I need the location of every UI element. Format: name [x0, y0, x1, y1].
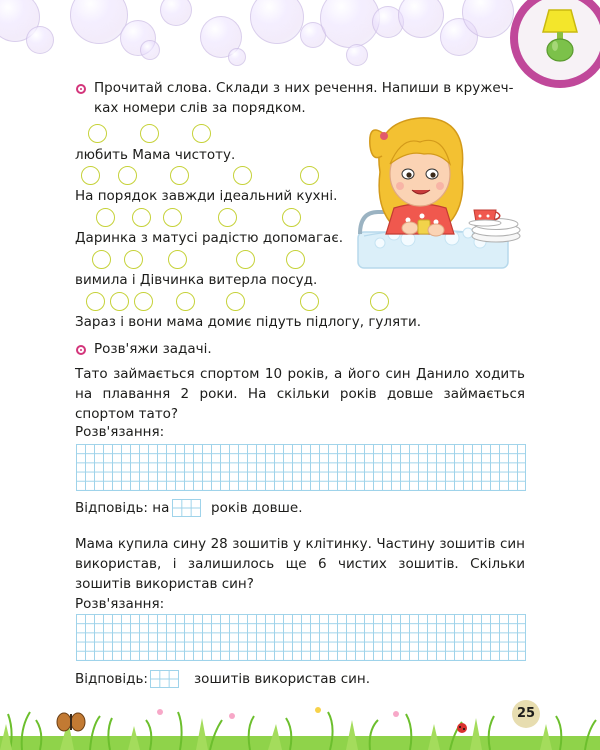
problem1-answer-box[interactable]	[172, 499, 201, 517]
task2-heading: Розв'яжи задачі.	[94, 341, 212, 357]
problem2-text: Мама купила сину 28 зошитів у клітинку. Частину зошитів син використав, і залишилось ще 6 чистих зошитів. Скільки зошитів використав син?	[75, 536, 525, 592]
order-circle[interactable]	[218, 208, 237, 227]
order-circle[interactable]	[282, 208, 301, 227]
problem2-answer-prefix: Відповідь:	[75, 671, 148, 687]
order-circle[interactable]	[124, 250, 143, 269]
table-lamp-icon	[537, 6, 583, 64]
order-circle[interactable]	[110, 292, 129, 311]
ladybug-icon	[457, 723, 467, 733]
girl-washing-dishes-illustration	[350, 112, 526, 274]
problem1-text: Тато займається спортом 10 років, а його син Данило ходить на плавання 2 роки. На скільки років довше займається спортом тато?	[75, 366, 525, 422]
task1-instruction-line1: Прочитай слова. Склади з них речення. Напиши в кружеч-	[94, 80, 514, 96]
sentence-5: Зараз і вони мама домиє підуть підлогу, гуляти.	[75, 314, 422, 330]
problem2-answer-suffix: зошитів використав син.	[194, 671, 371, 687]
order-circle[interactable]	[92, 250, 111, 269]
problem2-solution-grid[interactable]	[76, 614, 526, 661]
order-circle[interactable]	[176, 292, 195, 311]
task1-bullet-icon	[76, 84, 86, 94]
order-circle[interactable]	[300, 166, 319, 185]
sentence-2: На порядок завжди ідеальний кухні.	[75, 188, 338, 204]
order-circle[interactable]	[118, 166, 137, 185]
order-circle[interactable]	[300, 292, 319, 311]
grass-footer-decoration	[0, 690, 600, 750]
problem1-solution-grid[interactable]	[76, 444, 526, 491]
order-circle[interactable]	[96, 208, 115, 227]
order-circle[interactable]	[192, 124, 211, 143]
order-circle[interactable]	[163, 208, 182, 227]
order-circle[interactable]	[88, 124, 107, 143]
order-circle[interactable]	[132, 208, 151, 227]
sentence-4: вимила і Дівчинка витерла посуд.	[75, 272, 318, 288]
problem2-answer-box[interactable]	[150, 670, 179, 688]
corner-badge	[510, 0, 600, 88]
order-circle[interactable]	[370, 292, 389, 311]
order-circle[interactable]	[286, 250, 305, 269]
problem1-solution-label: Розв'язання:	[75, 424, 165, 440]
order-circle[interactable]	[170, 166, 189, 185]
order-circle[interactable]	[81, 166, 100, 185]
order-circle[interactable]	[233, 166, 252, 185]
order-circle[interactable]	[226, 292, 245, 311]
order-circle[interactable]	[168, 250, 187, 269]
task2-bullet-icon	[76, 345, 86, 355]
order-circle[interactable]	[134, 292, 153, 311]
sentence-1: любить Мама чистоту.	[75, 147, 236, 163]
butterfly-icon	[57, 713, 85, 731]
page-number: 25	[512, 700, 540, 728]
task1-instruction-line2: ках номери слів за порядком.	[94, 100, 306, 116]
sentence-3: Даринка з матусі радістю допомагає.	[75, 230, 344, 246]
order-circle[interactable]	[140, 124, 159, 143]
problem1-answer-suffix: років довше.	[211, 500, 303, 516]
problem2-solution-label: Розв'язання:	[75, 596, 165, 612]
order-circle[interactable]	[86, 292, 105, 311]
order-circle[interactable]	[236, 250, 255, 269]
problem1-answer-prefix: Відповідь: на	[75, 500, 170, 516]
